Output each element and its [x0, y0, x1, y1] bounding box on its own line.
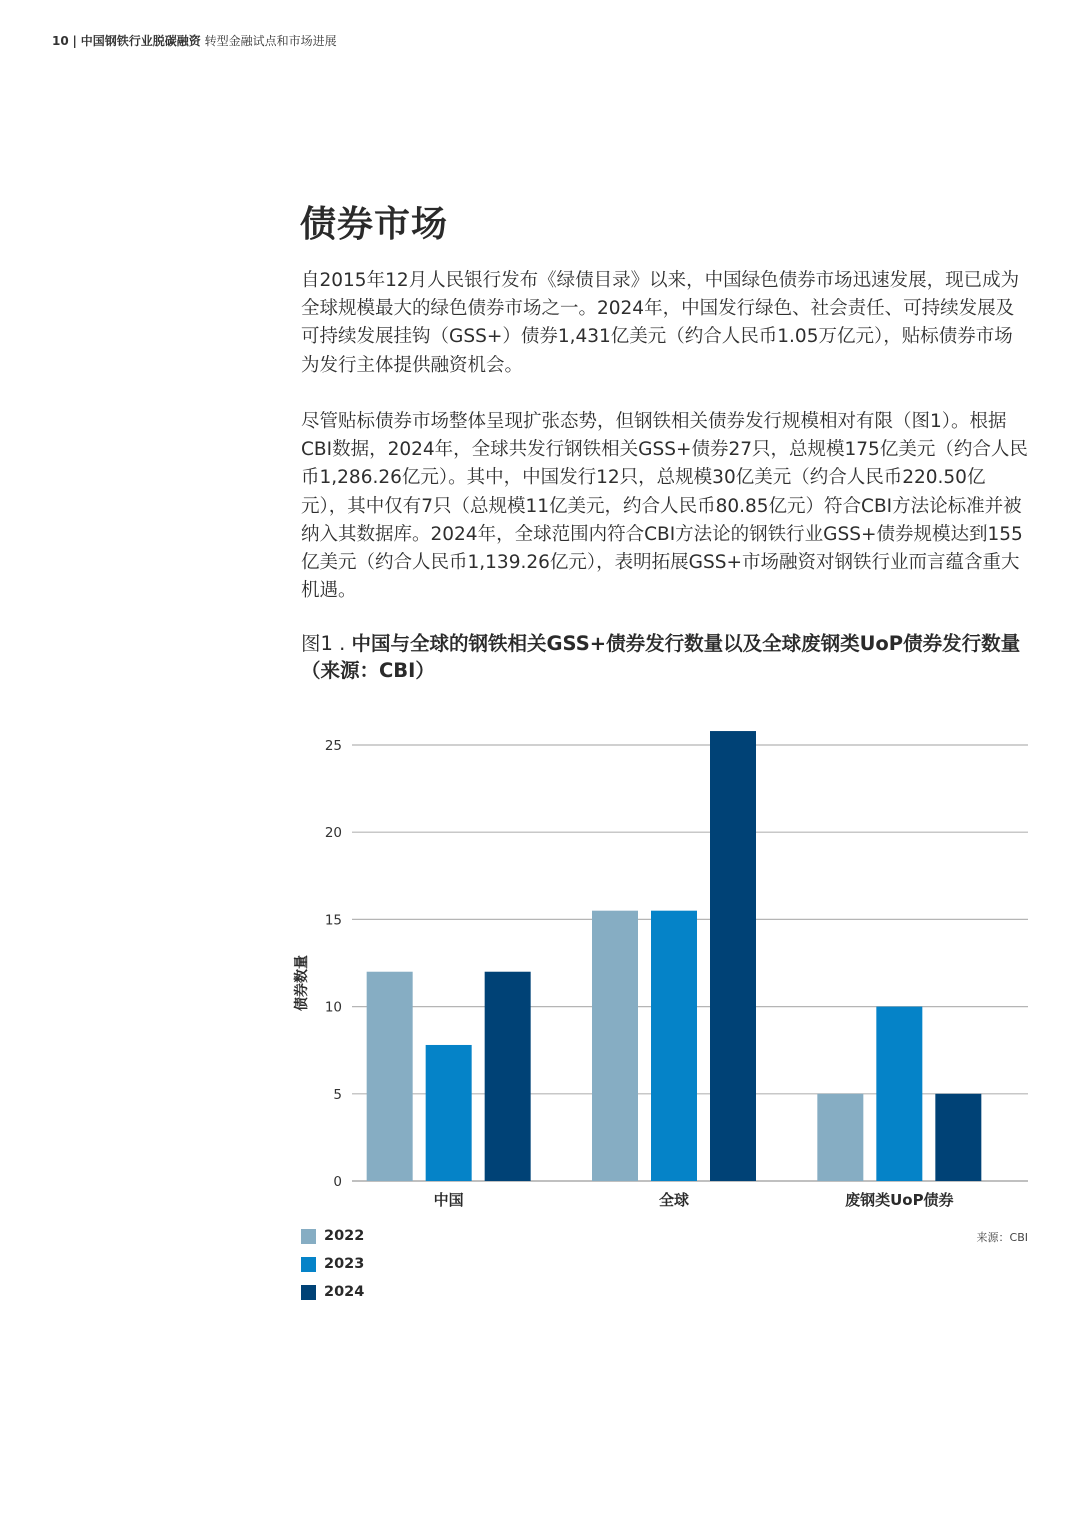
- bar-chart: [280, 715, 1040, 1215]
- bar-2023-2: [876, 1007, 922, 1181]
- chart-legend: [301, 1222, 364, 1306]
- bar-2024-0: [485, 972, 531, 1181]
- bar-2023-0: [426, 1045, 472, 1181]
- legend-label: 2022: [324, 1228, 365, 1244]
- y-tick-label: 10: [324, 999, 342, 1016]
- chart-source: 来源：CBI: [976, 1231, 1028, 1244]
- page-number: 10: [52, 34, 69, 48]
- legend-swatch: [301, 1257, 316, 1272]
- legend-label: 2024: [324, 1284, 365, 1300]
- header-separator: |: [72, 34, 77, 48]
- bar-2022-2: [817, 1094, 863, 1181]
- legend-item-2022: [301, 1222, 364, 1250]
- figure-caption: 中国与全球的钢铁相关GSS+债券发行数量以及全球废钢类UoP债券发行数量（来源：CBI）: [301, 632, 1021, 682]
- legend-item-2024: [301, 1278, 364, 1306]
- legend-swatch: [301, 1229, 316, 1244]
- bar-2024-2: [935, 1094, 981, 1181]
- y-tick-label: 15: [324, 912, 342, 929]
- paragraph-2: 尽管贴标债券市场整体呈现扩张态势，但钢铁相关债券发行规模相对有限（图1）。根据CBI数据，2024年，全球共发行钢铁相关GSS+债券27只，总规模175亿美元（约合人民币1,286.26亿元）。其中，中国发行12只，总规模30亿美元（约合人民币220.50亿元），其中仅有7只（总规模11亿美元，约合人民币80.85亿元）符合CBI方法论标准并被纳入其数据库。2024年，全球范围内符合CBI方法论的钢铁行业GSS+债券规模达到155亿美元（约合人民币1,139.26亿元），表明拓展GSS+市场融资对钢铁行业而言蕴含重大机遇。: [301, 411, 1028, 602]
- page-heading: 债券市场: [300, 204, 449, 245]
- x-category-label: 中国: [433, 1191, 464, 1209]
- section-title: 转型金融试点和市场进展: [204, 34, 337, 48]
- y-tick-label: 20: [324, 825, 342, 842]
- figure-title: [301, 630, 1031, 684]
- bar-2022-1: [592, 911, 638, 1181]
- bar-2023-1: [651, 911, 697, 1181]
- legend-item-2023: [301, 1250, 364, 1278]
- bar-2022-0: [367, 972, 413, 1181]
- figure-label: 图1 .: [301, 632, 352, 655]
- paragraph-1: 自2015年12月人民银行发布《绿债目录》以来，中国绿色债券市场迅速发展，现已成为全球规模最大的绿色债券市场之一。2024年，中国发行绿色、社会责任、可持续发展及可持续发展挂钩（GSS+）债券1,431亿美元（约合人民币1.05万亿元），贴标债券市场为发行主体提供融资机会。: [301, 270, 1020, 376]
- x-category-label: 废钢类UoP债券: [845, 1191, 954, 1209]
- y-tick-label: 5: [333, 1086, 342, 1103]
- y-axis-label: 债券数量: [294, 955, 310, 1011]
- bar-2024-1: [710, 731, 756, 1181]
- report-title: 中国钢铁行业脱碳融资: [80, 34, 201, 48]
- x-category-label: 全球: [658, 1191, 690, 1209]
- y-tick-label: 25: [324, 738, 342, 754]
- legend-label: 2023: [324, 1256, 365, 1272]
- running-header: [52, 32, 337, 49]
- legend-swatch: [301, 1285, 316, 1300]
- y-tick-label: 0: [333, 1174, 342, 1190]
